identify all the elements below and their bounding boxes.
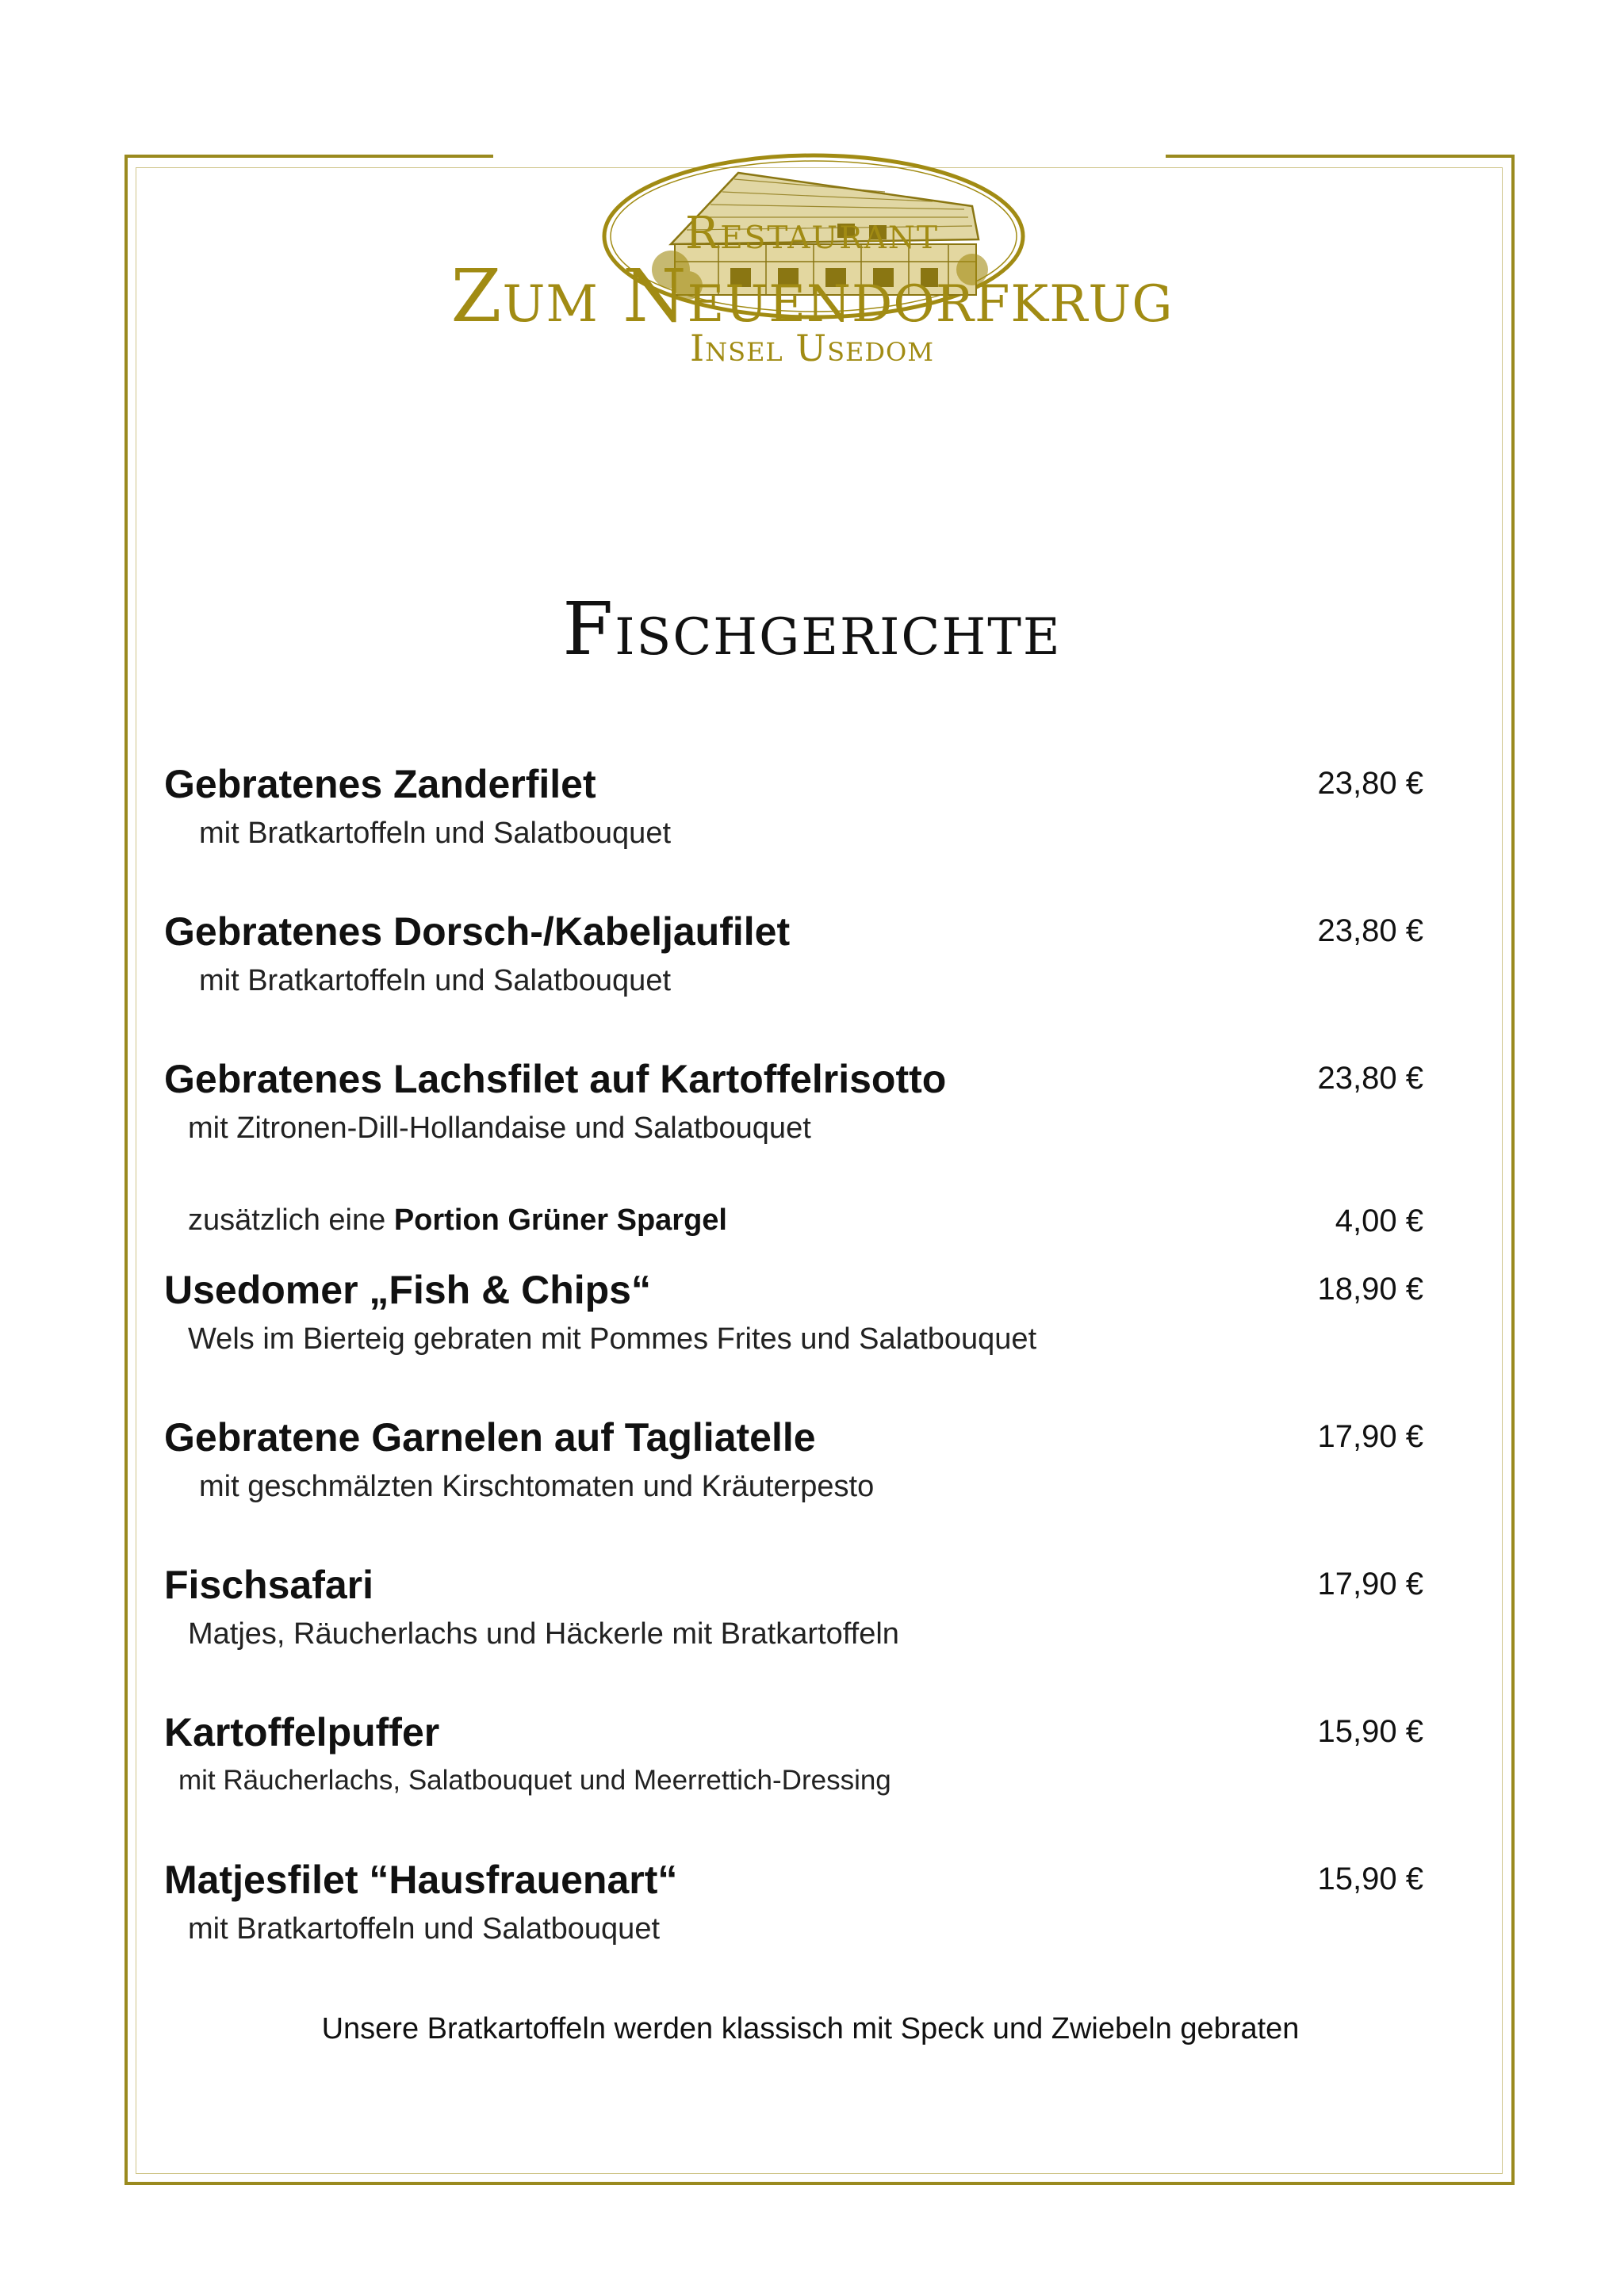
dish-price: 15,90 € bbox=[1317, 1714, 1423, 1749]
dish-name: Gebratenes Zanderfilet bbox=[164, 762, 596, 806]
dish-price: 23,80 € bbox=[1317, 913, 1423, 948]
brand-location: Insel Usedom bbox=[689, 327, 935, 369]
dish-item bbox=[164, 1562, 1423, 1709]
page-title: Fischgerichte bbox=[562, 587, 1062, 672]
extra-description bbox=[188, 1203, 727, 1238]
dish-price: 15,90 € bbox=[1317, 1862, 1423, 1896]
dish-item bbox=[164, 909, 1423, 1056]
dish-description: mit Bratkartoffeln und Salatbouquet bbox=[199, 817, 672, 850]
dish-price: 23,80 € bbox=[1317, 1061, 1423, 1096]
dish-price: 17,90 € bbox=[1317, 1419, 1423, 1454]
dish-name: Matjesfilet “Hausfrauenart“ bbox=[164, 1858, 678, 1902]
dish-item bbox=[164, 1414, 1423, 1562]
brand-restaurant: Restaurant bbox=[685, 208, 939, 259]
dish-item bbox=[164, 761, 1423, 909]
menu-list bbox=[164, 761, 1423, 2004]
extra-prefix: zusätzlich eine bbox=[188, 1203, 394, 1237]
extra-item bbox=[164, 1173, 1423, 1267]
dish-description: Matjes, Räucherlachs und Häckerle mit Bratkartoffeln bbox=[188, 1617, 899, 1651]
dish-description: mit geschmälzten Kirschtomaten und Kräuterpesto bbox=[199, 1470, 875, 1503]
dish-price: 17,90 € bbox=[1317, 1567, 1423, 1601]
dish-name: Usedomer „Fish & Chips“ bbox=[164, 1268, 651, 1312]
dish-description: mit Räucherlachs, Salatbouquet und Meerrettich-Dressing bbox=[178, 1765, 891, 1796]
dish-description: Wels im Bierteig gebraten mit Pommes Frites und Salatbouquet bbox=[188, 1322, 1037, 1356]
brand-name: Zum Neuendorfkrug bbox=[450, 254, 1174, 339]
dish-name: Gebratenes Lachsfilet auf Kartoffelrisotto bbox=[164, 1057, 947, 1101]
extra-price: 4,00 € bbox=[1335, 1203, 1423, 1238]
dish-item bbox=[164, 1709, 1423, 1857]
dish-description: mit Bratkartoffeln und Salatbouquet bbox=[199, 964, 672, 997]
dish-price: 18,90 € bbox=[1317, 1272, 1423, 1307]
dish-price: 23,80 € bbox=[1317, 766, 1423, 801]
dish-name: Kartoffelpuffer bbox=[164, 1710, 440, 1755]
extra-item-name: Portion Grüner Spargel bbox=[393, 1203, 727, 1237]
dish-item bbox=[164, 1857, 1423, 2004]
dish-name: Gebratenes Dorsch-/Kabeljaufilet bbox=[164, 909, 791, 954]
frame-bottom bbox=[124, 2182, 1515, 2185]
footer-note: Unsere Bratkartoffeln werden klassisch mit Speck und Zwiebeln gebraten bbox=[321, 2012, 1300, 2045]
dish-name: Gebratene Garnelen auf Tagliatelle bbox=[164, 1415, 816, 1460]
dish-description: mit Bratkartoffeln und Salatbouquet bbox=[188, 1912, 661, 1946]
dish-name: Fischsafari bbox=[164, 1563, 374, 1607]
dish-item bbox=[164, 1267, 1423, 1414]
dish-description: mit Zitronen-Dill-Hollandaise und Salatbouquet bbox=[188, 1112, 811, 1145]
